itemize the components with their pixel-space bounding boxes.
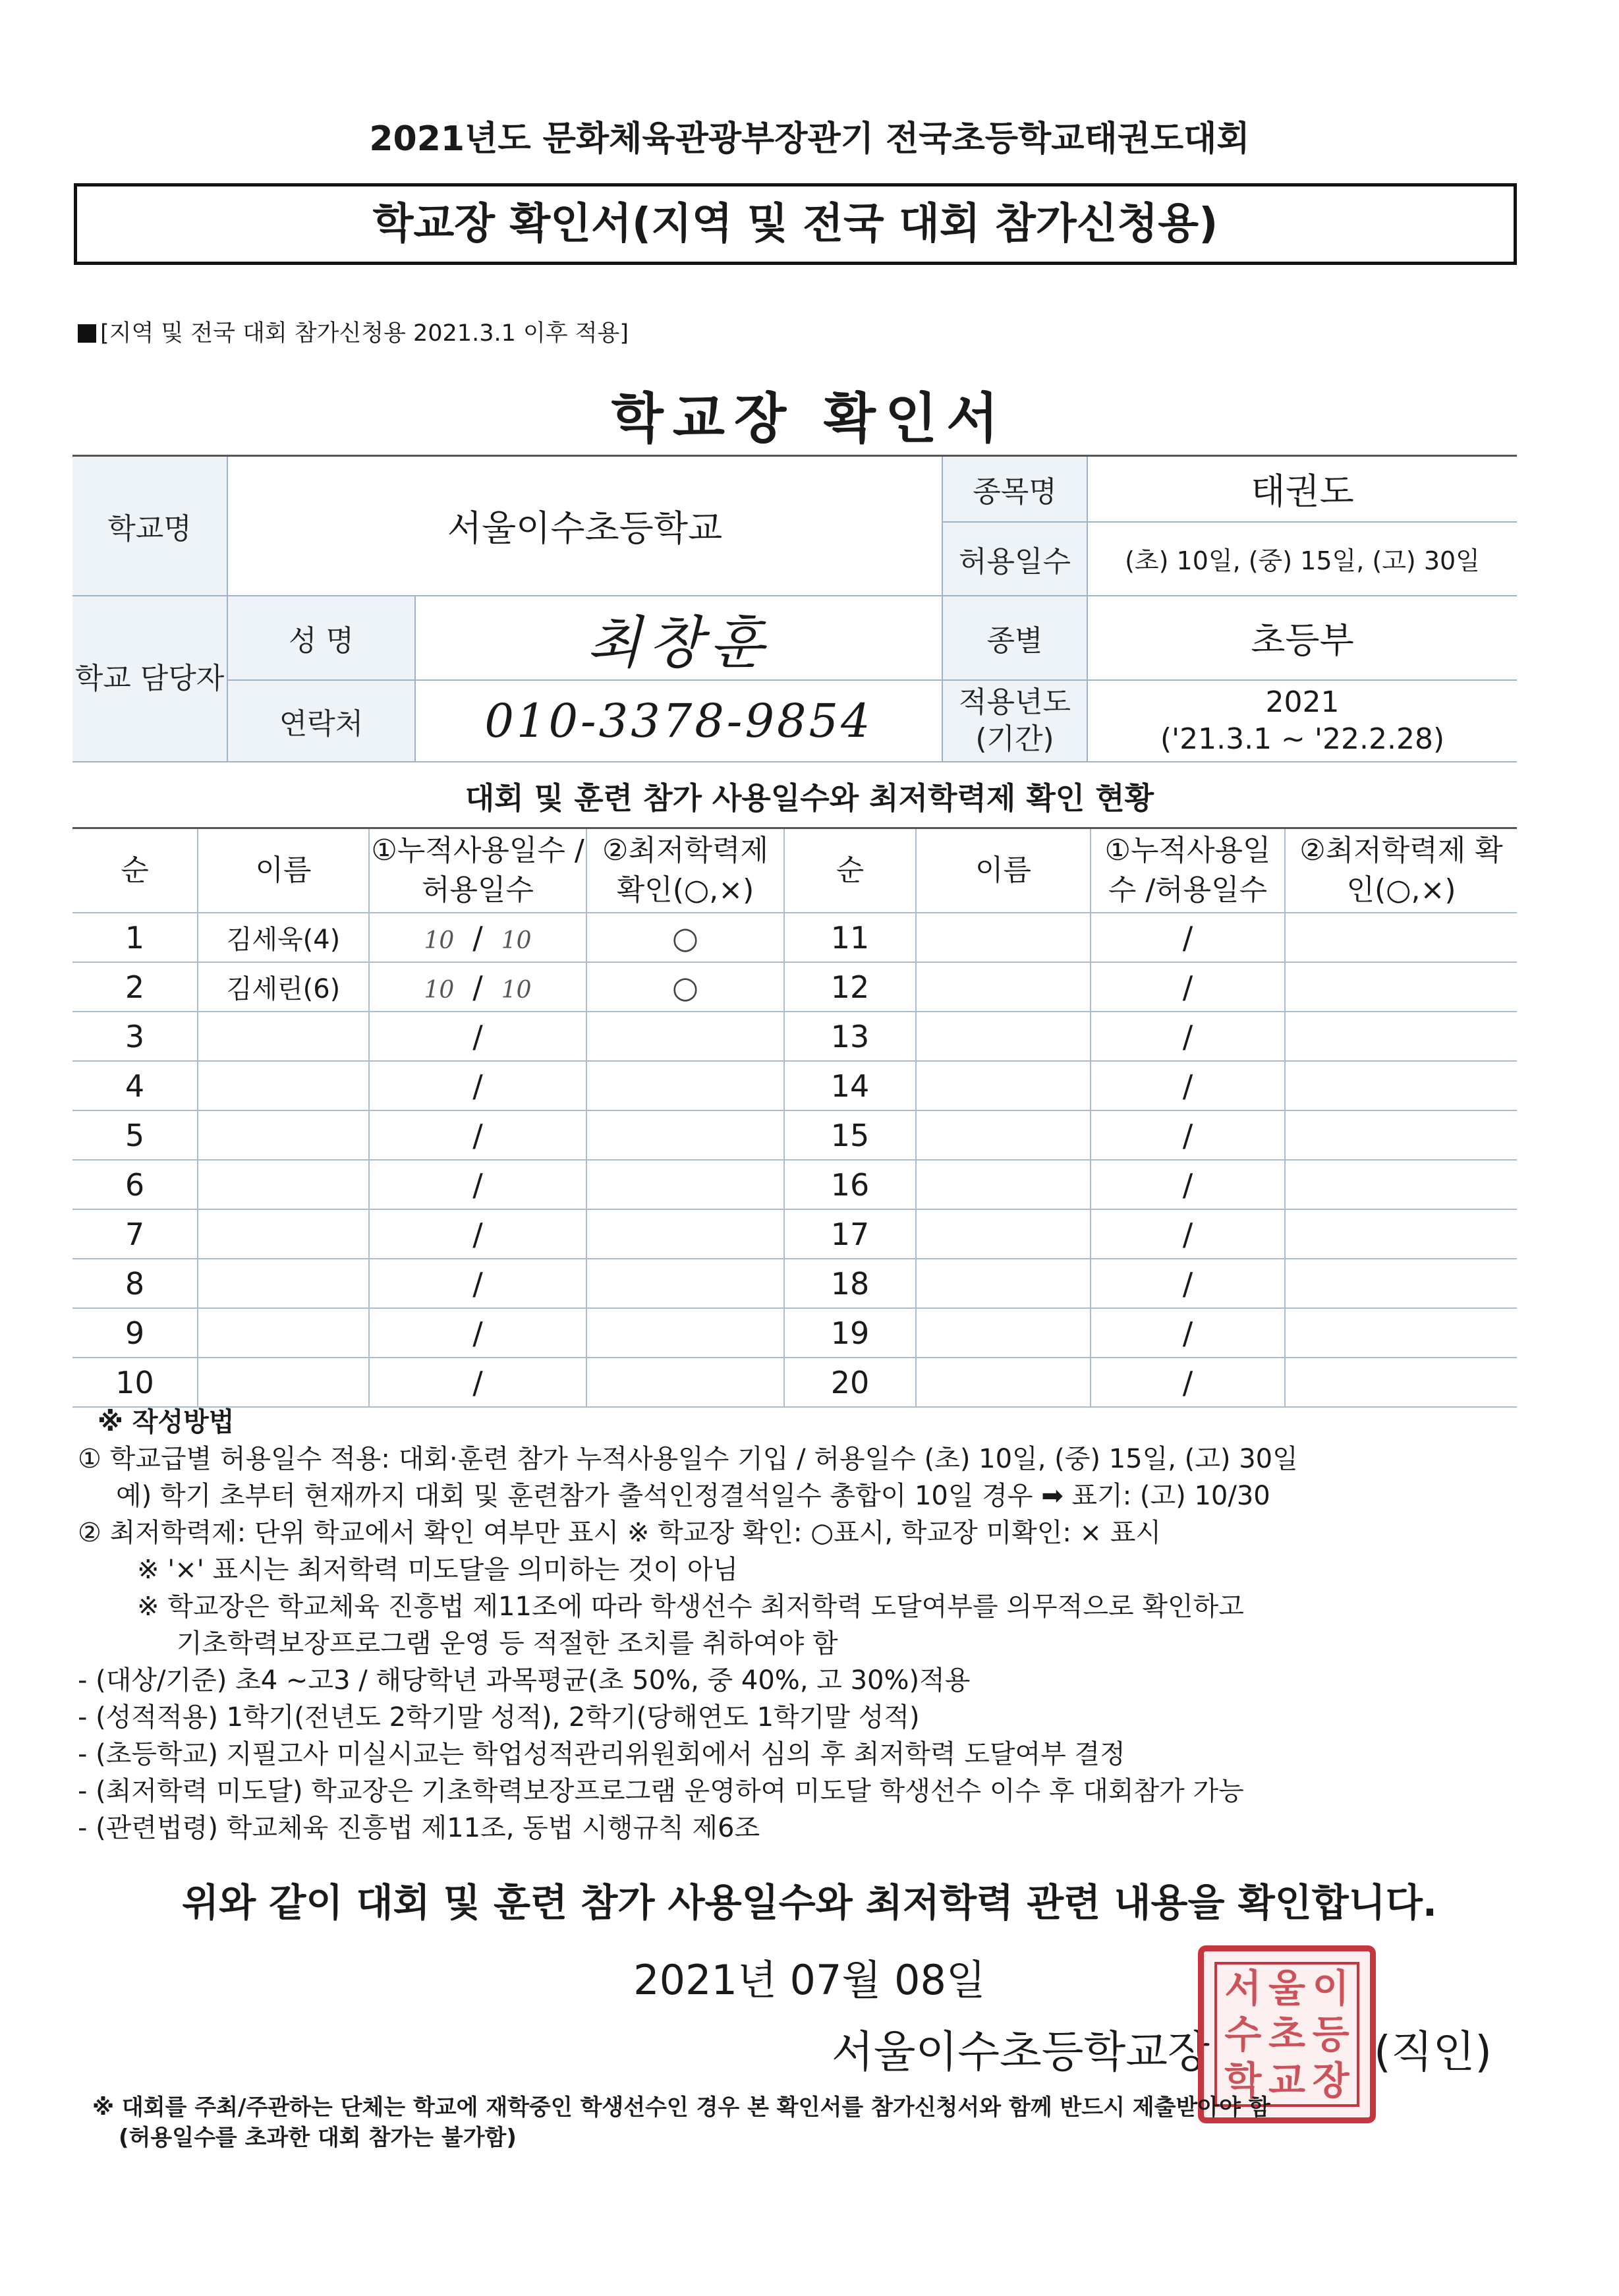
- days-cell: /: [1091, 962, 1285, 1012]
- row-no: 20: [784, 1358, 916, 1407]
- period-label: 적용년도 (기간): [942, 680, 1087, 762]
- student-name: 김세린(6): [198, 962, 369, 1012]
- row-no: 14: [784, 1061, 916, 1110]
- method-header: ※ 작성방법: [98, 1407, 235, 1437]
- days-cell: [369, 913, 586, 962]
- bullet-square-icon: [78, 324, 96, 343]
- division-label: 종별: [942, 596, 1087, 680]
- contact-label: 연락처: [227, 680, 415, 762]
- row-no: 6: [72, 1160, 198, 1209]
- check-mark: [1285, 1160, 1517, 1209]
- manager-name-handwritten: 최창훈: [415, 596, 942, 680]
- seal-glyph: 울: [1268, 1966, 1305, 2011]
- method-line: - (초등학교) 지필고사 미실시교는 학업성적관리위원회에서 심의 후 최저학력 도달여부 결정: [78, 1739, 1125, 1769]
- row-no: 19: [784, 1308, 916, 1358]
- slash-separator: /: [472, 1265, 483, 1302]
- signer-name: 서울이수초등학교장: [832, 2026, 1210, 2077]
- footnote-line-2: (허용일수를 초과한 대회 참가는 불가함): [119, 2125, 517, 2151]
- days-cell: [369, 1308, 586, 1358]
- student-name: [916, 1358, 1091, 1407]
- student-name: [916, 962, 1091, 1012]
- confirm-statement: 위와 같이 대회 및 훈련 참가 사용일수와 최저학력 관련 내용을 확인합니다.: [182, 1880, 1437, 1925]
- days-cell: [369, 1012, 586, 1061]
- school-value: 서울이수초등학교: [227, 456, 942, 596]
- issue-date: 2021년 07월 08일: [633, 1956, 986, 2004]
- period-year: 2021: [1265, 685, 1340, 719]
- method-line: - (성적적용) 1학기(전년도 2학기말 성적), 2학기(당해연도 1학기말 성적): [78, 1702, 920, 1733]
- days-cell: /: [1091, 1012, 1285, 1061]
- check-mark: [1285, 1061, 1517, 1110]
- seal-glyph: 등: [1312, 2012, 1349, 2057]
- row-no: 4: [72, 1061, 198, 1110]
- document-title: 학교장 확인서: [611, 387, 1008, 450]
- student-name: [916, 1061, 1091, 1110]
- method-line: ② 최저학력제: 단위 학교에서 확인 여부만 표시 ※ 학교장 확인: ○표시, 학교장 미확인: × 표시: [78, 1518, 1162, 1548]
- status-body: [72, 913, 1517, 1407]
- method-line: - (최저학력 미도달) 학교장은 기초학력보장프로그램 운영하여 미도달 학생선수 이수 후 대회참가 가능: [78, 1776, 1244, 1806]
- check-mark: [1285, 913, 1517, 962]
- days-cell: [369, 1110, 586, 1160]
- slash-separator: /: [472, 1166, 483, 1203]
- student-name: [198, 1061, 369, 1110]
- check-mark: [586, 1308, 784, 1358]
- slash-separator: /: [472, 1315, 483, 1351]
- allowed-days: 10: [501, 976, 532, 1004]
- days-cell: /: [1091, 1209, 1285, 1259]
- slash-separator: /: [472, 1364, 483, 1400]
- table-row: [72, 1160, 1517, 1209]
- student-name: [916, 1110, 1091, 1160]
- header-no: 순: [784, 828, 916, 913]
- seal-glyph: 초: [1268, 2012, 1305, 2057]
- method-line: 기초학력보장프로그램 운영 등 적절한 조치를 취하여야 함: [177, 1628, 838, 1659]
- table-row: [72, 962, 1517, 1012]
- header-days: ①누적사용일수 /허용일수: [369, 828, 586, 913]
- check-mark: ○: [586, 962, 784, 1012]
- student-name: [198, 1160, 369, 1209]
- method-line: ① 학교급별 허용일수 적용: 대회·훈련 참가 누적사용일수 기입 / 허용일수 (초) 10일, (중) 15일, (고) 30일: [78, 1444, 1298, 1474]
- student-name: [198, 1110, 369, 1160]
- row-no: 1: [72, 913, 198, 962]
- used-days: 10: [424, 976, 455, 1004]
- info-table: [72, 455, 1517, 762]
- sport-label: 종목명: [942, 456, 1087, 522]
- days-cell: [369, 1209, 586, 1259]
- student-name: [198, 1012, 369, 1061]
- student-name: [916, 1209, 1091, 1259]
- days-cell: /: [1091, 913, 1285, 962]
- header-days: ①누적사용일수 /허용일수: [1091, 828, 1285, 913]
- writing-method: [78, 1404, 1527, 1847]
- days-cell: /: [1091, 1259, 1285, 1308]
- student-name: [198, 1209, 369, 1259]
- row-no: 8: [72, 1259, 198, 1308]
- row-no: 18: [784, 1259, 916, 1308]
- check-mark: [1285, 962, 1517, 1012]
- name-label: 성 명: [227, 596, 415, 680]
- student-name: [916, 1259, 1091, 1308]
- header-check: ②최저학력제 확인(○,×): [586, 828, 784, 913]
- days-cell: /: [1091, 1061, 1285, 1110]
- check-mark: [586, 1160, 784, 1209]
- seal-suffix: (직인): [1374, 2026, 1492, 2077]
- check-mark: [586, 1358, 784, 1407]
- slash-separator: /: [472, 1117, 483, 1153]
- row-no: 7: [72, 1209, 198, 1259]
- student-name: [916, 1160, 1091, 1209]
- status-table: [72, 827, 1517, 1408]
- period-value: [1087, 680, 1517, 762]
- header-name: 이름: [198, 828, 369, 913]
- seal-glyph: 서: [1224, 1966, 1262, 2011]
- student-name: [198, 1358, 369, 1407]
- days-cell: /: [1091, 1308, 1285, 1358]
- check-mark: [586, 1209, 784, 1259]
- seal-glyph: 학: [1224, 2058, 1262, 2103]
- student-name: [916, 913, 1091, 962]
- check-mark: [1285, 1259, 1517, 1308]
- table-row: [72, 1308, 1517, 1358]
- row-no: 17: [784, 1209, 916, 1259]
- table-row: [72, 1061, 1517, 1110]
- table-row: [72, 1012, 1517, 1061]
- student-name: [916, 1308, 1091, 1358]
- check-mark: [586, 1061, 784, 1110]
- header-check: ②최저학력제 확인(○,×): [1285, 828, 1517, 913]
- check-mark: [1285, 1110, 1517, 1160]
- check-mark: [1285, 1209, 1517, 1259]
- student-name: [198, 1259, 369, 1308]
- method-lines: [78, 1441, 1527, 1847]
- slash-separator: /: [472, 969, 483, 1005]
- method-line: ※ '×' 표시는 최저학력 미도달을 의미하는 것이 아님: [137, 1555, 739, 1585]
- allowed-days: 10: [501, 927, 532, 954]
- days-cell: [369, 1160, 586, 1209]
- seal-glyph: 교: [1268, 2058, 1305, 2103]
- check-mark: [1285, 1308, 1517, 1358]
- days-cell: [369, 1061, 586, 1110]
- table-row: [72, 1209, 1517, 1259]
- days-cell: [369, 1358, 586, 1407]
- division-value: 초등부: [1087, 596, 1517, 680]
- manager-label: 학교 담당자: [72, 596, 227, 762]
- method-line: 예) 학기 초부터 현재까지 대회 및 훈련참가 출석인정결석일수 총합이 10일 경우 ➡ 표기: (고) 10/30: [116, 1481, 1270, 1511]
- slash-separator: /: [472, 1018, 483, 1054]
- period-range: ('21.3.1 ~ '22.2.28): [1160, 722, 1445, 756]
- days-cell: /: [1091, 1358, 1285, 1407]
- allowed-days-label: 허용일수: [942, 522, 1087, 596]
- slash-separator: /: [472, 919, 483, 956]
- table-row: [72, 1110, 1517, 1160]
- days-cell: /: [1091, 1160, 1285, 1209]
- method-line: - (관련법령) 학교체육 진흥법 제11조, 동법 시행규칙 제6조: [78, 1813, 760, 1843]
- used-days: 10: [424, 927, 455, 954]
- slash-separator: /: [472, 1068, 483, 1104]
- method-line: ※ 학교장은 학교체육 진흥법 제11조에 따라 학생선수 최저학력 도달여부를 의무적으로 확인하고: [137, 1592, 1244, 1622]
- row-no: 15: [784, 1110, 916, 1160]
- seal-glyphs: [1221, 1966, 1353, 2104]
- days-cell: /: [1091, 1110, 1285, 1160]
- header-name: 이름: [916, 828, 1091, 913]
- student-name: [916, 1012, 1091, 1061]
- days-cell: [369, 1259, 586, 1308]
- seal-glyph: 장: [1312, 2058, 1349, 2103]
- table-row: [72, 1358, 1517, 1407]
- contact-handwritten: 010-3378-9854: [415, 680, 942, 762]
- check-mark: [586, 1110, 784, 1160]
- status-title: 대회 및 훈련 참가 사용일수와 최저학력제 확인 현황: [465, 780, 1154, 816]
- allowed-days-value: (초) 10일, (중) 15일, (고) 30일: [1087, 522, 1517, 596]
- event-title: 2021년도 문화체육관광부장관기 전국초등학교태권도대회: [369, 119, 1250, 159]
- row-no: 9: [72, 1308, 198, 1358]
- footnote-line-1: ※ 대회를 주최/주관하는 단체는 학교에 재학중인 학생선수인 경우 본 확인서를 참가신청서와 함께 반드시 제출받아야 함: [92, 2094, 1270, 2121]
- row-no: 3: [72, 1012, 198, 1061]
- row-no: 11: [784, 913, 916, 962]
- applied-note-text: [지역 및 전국 대회 참가신청용 2021.3.1 이후 적용]: [100, 320, 629, 347]
- sport-value: 태권도: [1087, 456, 1517, 522]
- footnote: [92, 2092, 1529, 2153]
- slash-separator: /: [472, 1216, 483, 1252]
- check-mark: [1285, 1012, 1517, 1061]
- row-no: 16: [784, 1160, 916, 1209]
- seal-glyph: 이: [1312, 1966, 1349, 2011]
- seal-glyph: 수: [1224, 2012, 1262, 2057]
- row-no: 13: [784, 1012, 916, 1061]
- check-mark: [586, 1012, 784, 1061]
- days-cell: [369, 962, 586, 1012]
- student-name: 김세욱(4): [198, 913, 369, 962]
- method-line: - (대상/기준) 초4 ~고3 / 해당학년 과목평균(초 50%, 중 40%, 고 30%)적용: [78, 1665, 971, 1696]
- table-row: [72, 1259, 1517, 1308]
- table-row: [72, 913, 1517, 962]
- row-no: 10: [72, 1358, 198, 1407]
- header-no: 순: [72, 828, 198, 913]
- school-label: 학교명: [72, 456, 227, 596]
- applied-note: [78, 315, 629, 348]
- check-mark: [586, 1259, 784, 1308]
- row-no: 12: [784, 962, 916, 1012]
- check-mark: [1285, 1358, 1517, 1407]
- form-title-box: 학교장 확인서(지역 및 전국 대회 참가신청용): [74, 183, 1517, 265]
- student-name: [198, 1308, 369, 1358]
- row-no: 2: [72, 962, 198, 1012]
- row-no: 5: [72, 1110, 198, 1160]
- check-mark: ○: [586, 913, 784, 962]
